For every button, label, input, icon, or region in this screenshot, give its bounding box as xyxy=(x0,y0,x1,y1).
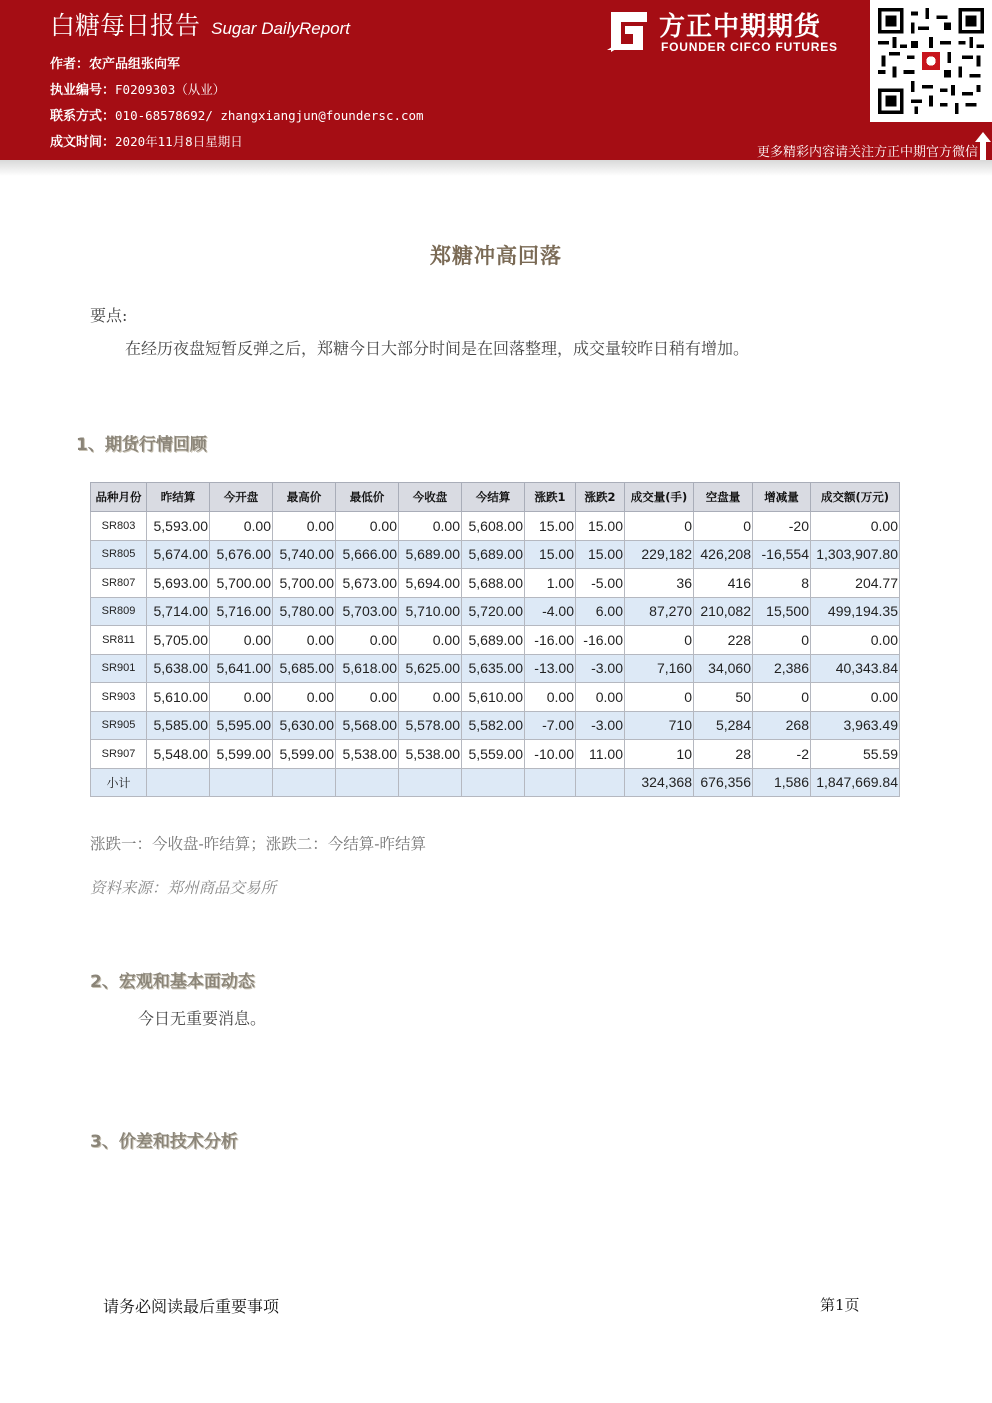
table-cell: 5,595.00 xyxy=(210,711,273,740)
table-cell xyxy=(273,768,336,797)
table-cell: 36 xyxy=(625,569,694,598)
table-cell: 2,386 xyxy=(753,654,811,683)
table-cell: 5,625.00 xyxy=(399,654,462,683)
table-cell: 5,710.00 xyxy=(399,597,462,626)
table-cell: 5,688.00 xyxy=(462,569,525,598)
table-cell: 5,599.00 xyxy=(210,740,273,769)
table-row xyxy=(91,512,900,541)
table-cell: 0.00 xyxy=(811,626,900,655)
table-cell: -10.00 xyxy=(525,740,576,769)
table-cell: 1.00 xyxy=(525,569,576,598)
table-cell: 34,060 xyxy=(694,654,753,683)
table-cell: -4.00 xyxy=(525,597,576,626)
table-cell: 0.00 xyxy=(811,512,900,541)
table-cell: 87,270 xyxy=(625,597,694,626)
table-cell: 416 xyxy=(694,569,753,598)
table-cell: 5,716.00 xyxy=(210,597,273,626)
subtotal-volume: 324,368 xyxy=(625,768,694,797)
report-title-cn: 白糖每日报告 xyxy=(50,11,201,40)
column-header: 空盘量 xyxy=(694,483,753,512)
contract-code: SR807 xyxy=(91,569,147,598)
table-cell: -2 xyxy=(753,740,811,769)
table-row xyxy=(91,569,900,598)
table-cell: 5,693.00 xyxy=(147,569,210,598)
contact-line xyxy=(50,105,424,124)
table-cell xyxy=(147,768,210,797)
keypoints-label: 要点: xyxy=(90,306,128,325)
table-header-row xyxy=(91,483,900,512)
disclaimer-notice: 请务必阅读最后重要事项 xyxy=(103,1297,280,1316)
table-cell: 5,673.00 xyxy=(336,569,399,598)
table-cell: 0.00 xyxy=(273,626,336,655)
table-cell: 5,689.00 xyxy=(462,626,525,655)
table-cell: 5,714.00 xyxy=(147,597,210,626)
table-cell: 0.00 xyxy=(336,626,399,655)
contract-code: SR905 xyxy=(91,711,147,740)
table-cell: 5,635.00 xyxy=(462,654,525,683)
futures-quote-table xyxy=(90,482,900,797)
table-row xyxy=(91,540,900,569)
table-row xyxy=(91,626,900,655)
subtotal-label: 小计 xyxy=(91,768,147,797)
table-cell: 0 xyxy=(694,512,753,541)
logo-text-cn: 方正中期期货 xyxy=(659,12,822,42)
table-cell: 0.00 xyxy=(336,683,399,712)
keypoints-text: 在经历夜盘短暂反弹之后，郑糖今日大部分时间是在回落整理，成交量较昨日稍有增加。 xyxy=(125,339,750,358)
contract-code: SR907 xyxy=(91,740,147,769)
table-cell: 5,610.00 xyxy=(462,683,525,712)
data-source-note: 资料来源：郑州商品交易所 xyxy=(90,879,277,897)
table-cell: 499,194.35 xyxy=(811,597,900,626)
table-cell: 1,303,907.80 xyxy=(811,540,900,569)
table-cell xyxy=(210,768,273,797)
table-cell: 3,963.49 xyxy=(811,711,900,740)
table-cell: 11.00 xyxy=(576,740,625,769)
table-cell: 5,689.00 xyxy=(399,540,462,569)
table-cell: 5,685.00 xyxy=(273,654,336,683)
header-divider xyxy=(0,160,992,176)
license-number: F0209303（从业） xyxy=(115,82,226,97)
arrow-up-icon xyxy=(975,132,991,160)
author-label: 作者： xyxy=(50,57,90,72)
table-cell: 5,689.00 xyxy=(462,540,525,569)
table-cell: 5,630.00 xyxy=(273,711,336,740)
table-cell: 5,700.00 xyxy=(273,569,336,598)
table-cell: -7.00 xyxy=(525,711,576,740)
table-cell: 5,674.00 xyxy=(147,540,210,569)
column-header: 成交量(手) xyxy=(625,483,694,512)
section-2-heading: 2、宏观和基本面动态 xyxy=(90,972,255,992)
contract-code: SR805 xyxy=(91,540,147,569)
table-cell xyxy=(462,768,525,797)
table-row xyxy=(91,711,900,740)
table-cell: 5,703.00 xyxy=(336,597,399,626)
table-cell xyxy=(525,768,576,797)
table-cell: 5,638.00 xyxy=(147,654,210,683)
table-cell: 0 xyxy=(625,626,694,655)
table-cell: 5,578.00 xyxy=(399,711,462,740)
table-cell: 0.00 xyxy=(811,683,900,712)
table-cell: 15.00 xyxy=(525,540,576,569)
column-header: 今结算 xyxy=(462,483,525,512)
contact-label: 联系方式： xyxy=(50,109,116,124)
wechat-qr-code xyxy=(870,0,992,122)
license-label: 执业编号： xyxy=(50,83,116,98)
section-1-heading: 1、期货行情回顾 xyxy=(76,435,207,455)
table-cell: 5,548.00 xyxy=(147,740,210,769)
table-cell: -16.00 xyxy=(525,626,576,655)
table-cell: 7,160 xyxy=(625,654,694,683)
table-cell: 0.00 xyxy=(336,512,399,541)
column-header: 昨结算 xyxy=(147,483,210,512)
contact-info: 010-68578692/ zhangxiangjun@foundersc.com xyxy=(115,108,424,123)
table-cell: 55.59 xyxy=(811,740,900,769)
table-cell: -3.00 xyxy=(576,654,625,683)
column-header: 今开盘 xyxy=(210,483,273,512)
table-cell: 0.00 xyxy=(525,683,576,712)
table-cell: 0.00 xyxy=(399,626,462,655)
table-cell: 710 xyxy=(625,711,694,740)
table-cell: 5,593.00 xyxy=(147,512,210,541)
table-cell: 15.00 xyxy=(576,512,625,541)
change-definition-note: 涨跌一：今收盘-昨结算；涨跌二：今结算-昨结算 xyxy=(90,835,426,853)
table-cell: -13.00 xyxy=(525,654,576,683)
table-cell: 5,700.00 xyxy=(210,569,273,598)
column-header: 今收盘 xyxy=(399,483,462,512)
table-cell: 0.00 xyxy=(576,683,625,712)
column-header: 最高价 xyxy=(273,483,336,512)
table-cell: 5,618.00 xyxy=(336,654,399,683)
document-title: 郑糖冲高回落 xyxy=(430,244,562,268)
table-cell: 5,610.00 xyxy=(147,683,210,712)
table-cell: -3.00 xyxy=(576,711,625,740)
table-cell: 5,780.00 xyxy=(273,597,336,626)
contract-code: SR809 xyxy=(91,597,147,626)
table-cell: -16.00 xyxy=(576,626,625,655)
contract-code: SR901 xyxy=(91,654,147,683)
table-cell: 50 xyxy=(694,683,753,712)
table-cell: 5,608.00 xyxy=(462,512,525,541)
table-cell: 229,182 xyxy=(625,540,694,569)
table-cell: 5,559.00 xyxy=(462,740,525,769)
report-title xyxy=(50,6,350,42)
table-cell xyxy=(336,768,399,797)
table-cell: 0 xyxy=(625,512,694,541)
table-cell: 40,343.84 xyxy=(811,654,900,683)
table-cell: 0.00 xyxy=(273,512,336,541)
table-cell: 228 xyxy=(694,626,753,655)
column-header: 品种月份 xyxy=(91,483,147,512)
table-cell: 426,208 xyxy=(694,540,753,569)
table-cell: 5,599.00 xyxy=(273,740,336,769)
table-cell: -20 xyxy=(753,512,811,541)
table-cell: 5,666.00 xyxy=(336,540,399,569)
table-cell: 5,538.00 xyxy=(399,740,462,769)
table-cell: 0.00 xyxy=(210,626,273,655)
table-cell: 15.00 xyxy=(525,512,576,541)
contract-code: SR811 xyxy=(91,626,147,655)
column-header: 成交额(万元) xyxy=(811,483,900,512)
founder-logo-icon xyxy=(603,8,649,54)
table-cell: 0.00 xyxy=(399,683,462,712)
author-name: 农产品组张向军 xyxy=(89,57,181,72)
table-cell: 0 xyxy=(625,683,694,712)
section-3-heading: 3、价差和技术分析 xyxy=(90,1132,238,1152)
table-cell: 5,568.00 xyxy=(336,711,399,740)
report-date: 2020年11月8日星期日 xyxy=(115,134,243,149)
subtotal-change: 1,586 xyxy=(753,768,811,797)
subtotal-open-interest: 676,356 xyxy=(694,768,753,797)
table-row xyxy=(91,597,900,626)
table-cell: 6.00 xyxy=(576,597,625,626)
table-cell: 0.00 xyxy=(210,683,273,712)
table-cell: 204.77 xyxy=(811,569,900,598)
table-cell: 5,694.00 xyxy=(399,569,462,598)
subtotal-row xyxy=(91,768,900,797)
table-cell: 8 xyxy=(753,569,811,598)
table-cell: 5,705.00 xyxy=(147,626,210,655)
table-cell: 0 xyxy=(753,683,811,712)
column-header: 增减量 xyxy=(753,483,811,512)
logo-text-en: FOUNDER CIFCO FUTURES xyxy=(661,40,838,54)
contract-code: SR803 xyxy=(91,512,147,541)
table-cell: -5.00 xyxy=(576,569,625,598)
table-cell: 0 xyxy=(753,626,811,655)
table-cell: 15.00 xyxy=(576,540,625,569)
table-cell: 0.00 xyxy=(273,683,336,712)
table-cell xyxy=(576,768,625,797)
table-cell: 5,740.00 xyxy=(273,540,336,569)
table-cell: 28 xyxy=(694,740,753,769)
section-2-body: 今日无重要消息。 xyxy=(138,1009,267,1028)
author-line xyxy=(50,53,180,72)
qr-code-icon xyxy=(878,6,984,116)
page-number: 第1页 xyxy=(820,1296,860,1314)
table-cell: 5,720.00 xyxy=(462,597,525,626)
table-cell: 210,082 xyxy=(694,597,753,626)
table-row xyxy=(91,654,900,683)
table-cell: 268 xyxy=(753,711,811,740)
column-header: 涨跌2 xyxy=(576,483,625,512)
table-cell: 5,582.00 xyxy=(462,711,525,740)
table-cell: 5,538.00 xyxy=(336,740,399,769)
table-cell xyxy=(399,768,462,797)
report-header xyxy=(0,0,992,160)
report-title-en: Sugar DailyReport xyxy=(211,19,351,38)
contract-code: SR903 xyxy=(91,683,147,712)
table-cell: -16,554 xyxy=(753,540,811,569)
date-label: 成文时间： xyxy=(50,135,116,150)
table-cell: 0.00 xyxy=(210,512,273,541)
table-cell: 5,641.00 xyxy=(210,654,273,683)
follow-wechat-text: 更多精彩内容请关注方正中期官方微信 xyxy=(756,145,978,160)
date-line xyxy=(50,131,243,150)
table-cell: 15,500 xyxy=(753,597,811,626)
table-row xyxy=(91,740,900,769)
subtotal-turnover: 1,847,669.84 xyxy=(811,768,900,797)
table-row xyxy=(91,683,900,712)
column-header: 涨跌1 xyxy=(525,483,576,512)
table-cell: 5,585.00 xyxy=(147,711,210,740)
table-cell: 10 xyxy=(625,740,694,769)
company-logo xyxy=(603,6,858,58)
license-line xyxy=(50,79,225,98)
table-cell: 0.00 xyxy=(399,512,462,541)
column-header: 最低价 xyxy=(336,483,399,512)
table-cell: 5,284 xyxy=(694,711,753,740)
table-cell: 5,676.00 xyxy=(210,540,273,569)
